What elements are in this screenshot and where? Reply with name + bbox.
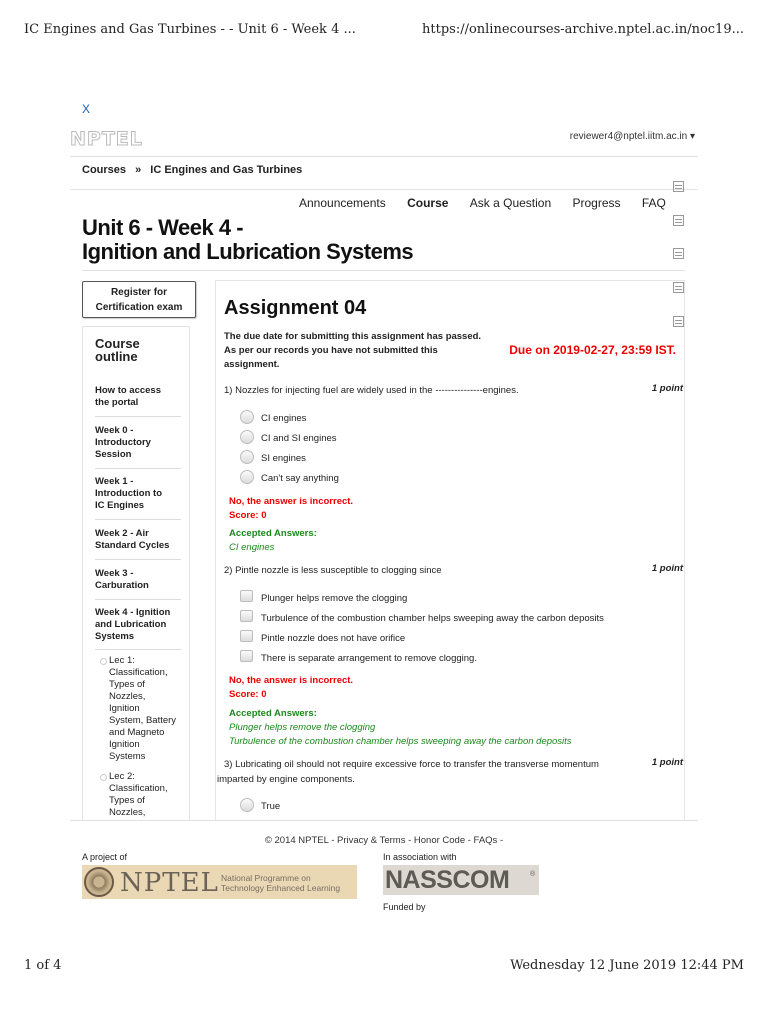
sidebar-item-label: and Lubrication bbox=[95, 619, 167, 630]
checkbox[interactable] bbox=[240, 650, 253, 662]
lecture-status-icon bbox=[100, 774, 107, 781]
nptel-subtitle-line: Technology Enhanced Learning bbox=[221, 883, 341, 893]
pdf-icon[interactable] bbox=[673, 248, 684, 259]
nptel-logo[interactable]: NPTEL bbox=[70, 128, 143, 150]
sidebar-divider bbox=[95, 559, 181, 560]
question-3-points: 1 point bbox=[651, 757, 683, 768]
pdf-icon[interactable] bbox=[673, 215, 684, 226]
option-label: Pintle nozzle does not have orifice bbox=[261, 633, 406, 644]
radio-button[interactable] bbox=[240, 470, 254, 484]
course-nav bbox=[299, 196, 666, 210]
register-label-line2: Certification exam bbox=[95, 302, 183, 313]
question-2-points: 1 point bbox=[651, 563, 683, 574]
option-label: True bbox=[261, 801, 281, 812]
sidebar-item-label: Carburation bbox=[95, 580, 149, 591]
nav-course[interactable]: Course bbox=[407, 196, 449, 210]
question-1-accepted-answer: CI engines bbox=[229, 542, 275, 553]
course-outline-sidebar bbox=[82, 326, 190, 820]
question-2-accepted-answer: Plunger helps remove the clogging bbox=[229, 722, 376, 733]
print-page-url: https://onlinecourses-archive.nptel.ac.in/noc19... bbox=[422, 22, 744, 37]
lecture-label: Types of bbox=[109, 795, 145, 806]
question-1-accepted-title: Accepted Answers: bbox=[229, 528, 317, 539]
question-1-points: 1 point bbox=[651, 383, 683, 394]
association-label: In association with bbox=[383, 852, 457, 862]
sidebar-item-week-2[interactable] bbox=[95, 528, 181, 552]
lecture-label: Nozzles, bbox=[109, 807, 146, 818]
sidebar-item-week-3[interactable] bbox=[95, 568, 181, 592]
nav-ask-question[interactable]: Ask a Question bbox=[469, 196, 552, 210]
nptel-banner-subtitle bbox=[221, 873, 355, 893]
lecture-label: Lec 1: bbox=[109, 655, 135, 666]
due-note-line: As per our records you have not submitted this bbox=[224, 345, 438, 356]
radio-button[interactable] bbox=[240, 798, 254, 812]
question-3-text bbox=[217, 757, 637, 787]
close-link[interactable]: X bbox=[82, 102, 91, 116]
print-header bbox=[24, 22, 744, 38]
sidebar-divider bbox=[95, 649, 181, 650]
nav-faq[interactable]: FAQ bbox=[641, 196, 666, 210]
option-label: Can't say anything bbox=[261, 473, 339, 484]
page-title-line2: Ignition and Lubrication Systems bbox=[82, 239, 414, 264]
lecture-label: Lec 2: bbox=[109, 771, 135, 782]
lecture-label: Ignition bbox=[109, 739, 140, 750]
header-divider bbox=[70, 156, 698, 157]
sidebar-item-label: Week 1 - bbox=[95, 476, 134, 487]
sidebar-lecture-2[interactable] bbox=[109, 771, 183, 819]
option-label: SI engines bbox=[261, 453, 306, 464]
sidebar-item-week-4[interactable] bbox=[95, 607, 181, 643]
lecture-label: Ignition bbox=[109, 703, 140, 714]
nasscom-registered-mark: ® bbox=[530, 871, 536, 878]
sidebar-divider bbox=[95, 416, 181, 417]
sidebar-divider bbox=[95, 519, 181, 520]
nptel-seal-icon bbox=[84, 867, 114, 897]
question-2-accepted-title: Accepted Answers: bbox=[229, 708, 317, 719]
breadcrumb-separator: » bbox=[135, 164, 142, 176]
sidebar-item-label: Session bbox=[95, 449, 132, 460]
sidebar-item-label: IC Engines bbox=[95, 500, 145, 511]
due-note-line: assignment. bbox=[224, 359, 280, 370]
radio-button[interactable] bbox=[240, 410, 254, 424]
lecture-label: System, Battery bbox=[109, 715, 177, 726]
nptel-banner-logo[interactable] bbox=[82, 865, 357, 899]
funded-by-label: Funded by bbox=[383, 902, 426, 912]
title-divider bbox=[82, 270, 685, 271]
sidebar-item-label: Week 3 - bbox=[95, 568, 134, 579]
sidebar-item-label: Week 2 - Air bbox=[95, 528, 149, 539]
question-2-feedback: No, the answer is incorrect. bbox=[229, 675, 354, 686]
option-label: CI engines bbox=[261, 413, 307, 424]
checkbox[interactable] bbox=[240, 630, 253, 642]
lecture-label: Classification, bbox=[109, 667, 168, 678]
lecture-status-icon bbox=[100, 658, 107, 665]
print-footer bbox=[24, 958, 744, 974]
print-datetime: Wednesday 12 June 2019 12:44 PM bbox=[510, 958, 744, 973]
breadcrumb-courses[interactable]: Courses bbox=[82, 164, 127, 176]
question-3-text-line: imparted by engine components. bbox=[217, 774, 355, 785]
register-label-line1: Register for bbox=[110, 287, 168, 298]
sidebar-lecture-1[interactable] bbox=[109, 655, 183, 763]
course-outline-title-line2: outline bbox=[95, 349, 138, 364]
assignment-panel bbox=[215, 280, 685, 820]
sidebar-item-label: Introductory bbox=[95, 437, 151, 448]
lecture-label: Nozzles, bbox=[109, 691, 146, 702]
lecture-label: and Magneto bbox=[109, 727, 165, 738]
option-label: Plunger helps remove the clogging bbox=[261, 593, 408, 604]
course-outline-title-line1: Course bbox=[95, 336, 140, 351]
checkbox[interactable] bbox=[240, 610, 253, 622]
nptel-banner-text: NPTEL bbox=[120, 868, 219, 898]
pdf-icon[interactable] bbox=[673, 181, 684, 192]
due-note bbox=[224, 330, 484, 372]
question-1-score: Score: 0 bbox=[229, 510, 267, 521]
footer-divider bbox=[70, 820, 698, 821]
register-certification-button[interactable] bbox=[82, 281, 196, 318]
page-title bbox=[82, 216, 502, 264]
project-of-label: A project of bbox=[82, 852, 128, 862]
nav-announcements[interactable]: Announcements bbox=[299, 196, 386, 210]
option-label: Turbulence of the combustion chamber helps sweeping away the carbon deposits bbox=[261, 613, 604, 624]
due-note-line: The due date for submitting this assignment has passed. bbox=[224, 331, 482, 342]
sidebar-divider bbox=[95, 468, 181, 469]
question-2-score: Score: 0 bbox=[229, 689, 267, 700]
sidebar-item-label: Introduction to bbox=[95, 488, 163, 499]
user-menu[interactable]: reviewer4@nptel.iitm.ac.in ▾ bbox=[569, 131, 695, 142]
question-3-text-line: 3) Lubricating oil should not require excessive force to transfer the transverse momentum bbox=[224, 759, 599, 770]
print-page-title: IC Engines and Gas Turbines - - Unit 6 - Week 4 ... bbox=[24, 22, 356, 37]
question-1-feedback: No, the answer is incorrect. bbox=[229, 496, 354, 507]
question-2-text: 2) Pintle nozzle is less susceptible to clogging since bbox=[224, 565, 442, 576]
question-1-text: 1) Nozzles for injecting fuel are widely used in the ---------------engines. bbox=[224, 385, 519, 396]
sidebar-item-label: Systems bbox=[95, 631, 135, 642]
checkbox[interactable] bbox=[240, 590, 253, 602]
option-label: There is separate arrangement to remove clogging. bbox=[261, 653, 477, 664]
page-title-line1: Unit 6 - Week 4 - bbox=[82, 215, 244, 240]
radio-button[interactable] bbox=[240, 430, 254, 444]
sidebar-item-label: Standard Cycles bbox=[95, 540, 170, 551]
sidebar-item-label: the portal bbox=[95, 397, 139, 408]
assignment-title: Assignment 04 bbox=[224, 297, 367, 319]
breadcrumb bbox=[82, 164, 308, 176]
radio-button[interactable] bbox=[240, 450, 254, 464]
sidebar-item-label: Week 0 - bbox=[95, 425, 134, 436]
sidebar-item-week-0[interactable] bbox=[95, 425, 181, 461]
option-label: CI and SI engines bbox=[261, 433, 337, 444]
nav-progress[interactable]: Progress bbox=[572, 196, 621, 210]
question-2-accepted-answer: Turbulence of the combustion chamber helps sweeping away the carbon deposits bbox=[229, 736, 572, 747]
sidebar-item-label: How to access bbox=[95, 385, 161, 396]
sidebar-divider bbox=[95, 599, 181, 600]
breadcrumb-divider bbox=[70, 189, 698, 190]
nptel-subtitle-line: National Programme on bbox=[221, 873, 311, 883]
course-outline-title bbox=[95, 337, 175, 363]
sidebar-item-how-to-access[interactable] bbox=[95, 385, 181, 409]
lecture-label: Systems bbox=[109, 751, 146, 762]
sidebar-item-label: Week 4 - Ignition bbox=[95, 607, 171, 618]
nasscom-logo[interactable] bbox=[383, 865, 539, 895]
lecture-label: Classification, bbox=[109, 783, 168, 794]
due-date: Due on 2019-02-27, 23:59 IST. bbox=[509, 343, 676, 357]
breadcrumb-course[interactable]: IC Engines and Gas Turbines bbox=[150, 164, 303, 176]
print-page-number: 1 of 4 bbox=[24, 958, 62, 973]
nasscom-logo-text: NASSCOM bbox=[385, 866, 510, 894]
sidebar-item-week-1[interactable] bbox=[95, 476, 181, 512]
lecture-label: Types of bbox=[109, 679, 145, 690]
footer-links[interactable]: © 2014 NPTEL - Privacy & Terms - Honor Code - FAQs - bbox=[264, 835, 504, 846]
